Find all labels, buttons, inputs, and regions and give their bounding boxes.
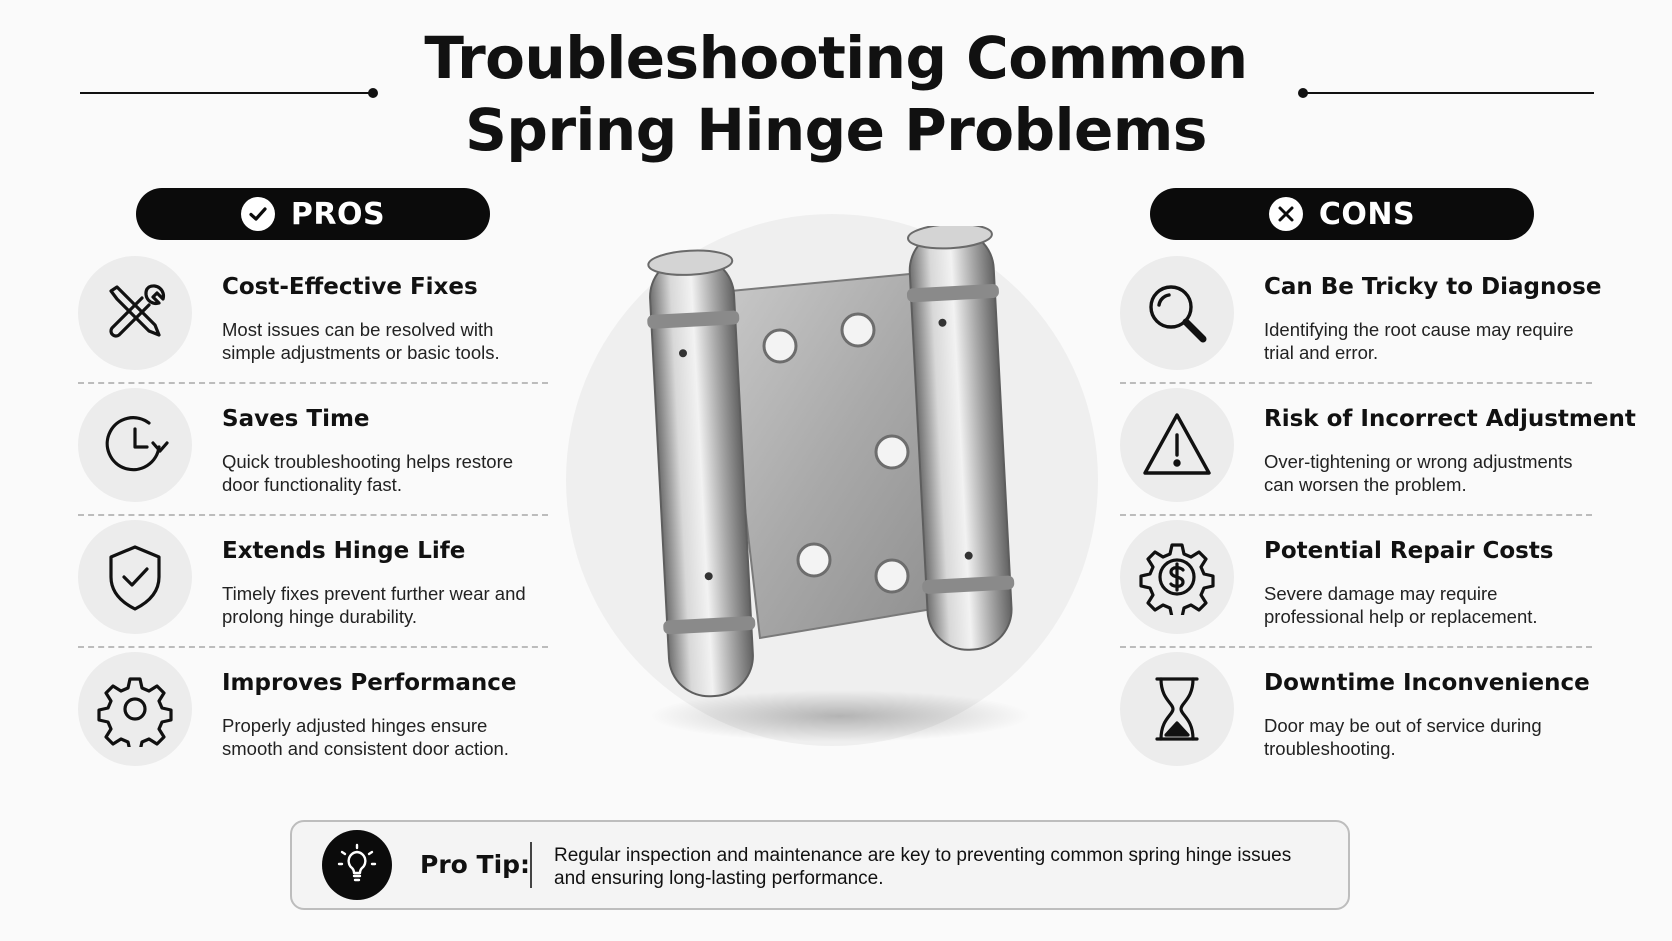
pros-header (136, 188, 490, 240)
pros-label: PROS (290, 196, 386, 232)
cons-list (1120, 252, 1636, 780)
page-title (0, 22, 1672, 166)
cons-text: Identifying the root cause may require trial and error. (1264, 319, 1574, 363)
x-circle-icon (1269, 197, 1303, 231)
pro-tip-separator (530, 842, 532, 888)
title-rule-right (1302, 92, 1594, 94)
cons-item (1120, 648, 1592, 780)
pros-text: Quick troubleshooting helps restore door functionality fast. (222, 451, 514, 495)
cons-heading: Downtime Inconvenience (1264, 670, 1590, 696)
cons-header (1150, 188, 1534, 240)
cons-item (1120, 252, 1602, 384)
cons-text: Over-tightening or wrong adjustments can worsen the problem. (1264, 451, 1573, 495)
title-line-2: Spring Hinge Problems (465, 96, 1207, 164)
clock-refresh-icon (78, 388, 192, 502)
gear-dollar-icon (1120, 520, 1234, 634)
lightbulb-icon (322, 830, 392, 900)
cons-heading: Can Be Tricky to Diagnose (1264, 274, 1602, 300)
cons-heading: Risk of Incorrect Adjustment (1264, 406, 1636, 432)
cons-item (1120, 516, 1592, 648)
title-rule-left-dot (368, 88, 378, 98)
pros-text: Properly adjusted hinges ensure smooth and consistent door action. (222, 715, 509, 759)
cons-label: CONS (1318, 196, 1416, 232)
cons-text: Severe damage may require professional help or replacement. (1264, 583, 1538, 627)
hourglass-icon (1120, 652, 1234, 766)
magnifier-icon (1120, 256, 1234, 370)
check-circle-icon (241, 197, 275, 231)
pros-heading: Extends Hinge Life (222, 538, 466, 564)
pros-heading: Improves Performance (222, 670, 517, 696)
pros-item (78, 516, 548, 648)
warning-triangle-icon (1120, 388, 1234, 502)
pro-tip-text: Regular inspection and maintenance are key to preventing common spring hinge issues and ensuring long-lasting performance. (554, 845, 1292, 889)
pros-text: Timely fixes prevent further wear and prolong hinge durability. (222, 583, 526, 627)
gear-icon (78, 652, 192, 766)
shield-check-icon (78, 520, 192, 634)
title-rule-left (80, 92, 372, 94)
title-line-1: Troubleshooting Common (424, 24, 1248, 92)
pros-item (78, 252, 548, 384)
pros-heading: Cost-Effective Fixes (222, 274, 478, 300)
cons-text: Door may be out of service during troubleshooting. (1264, 715, 1542, 759)
pro-tip-label: Pro Tip: (420, 850, 531, 879)
pros-item (78, 384, 548, 516)
pros-text: Most issues can be resolved with simple adjustments or basic tools. (222, 319, 500, 363)
tools-icon (78, 256, 192, 370)
pro-tip-box (290, 820, 1350, 910)
spring-hinge-image (620, 226, 1060, 766)
pros-list (78, 252, 548, 780)
cons-heading: Potential Repair Costs (1264, 538, 1554, 564)
pros-item (78, 648, 548, 780)
cons-item (1120, 384, 1636, 516)
title-rule-right-dot (1298, 88, 1308, 98)
pros-heading: Saves Time (222, 406, 370, 432)
